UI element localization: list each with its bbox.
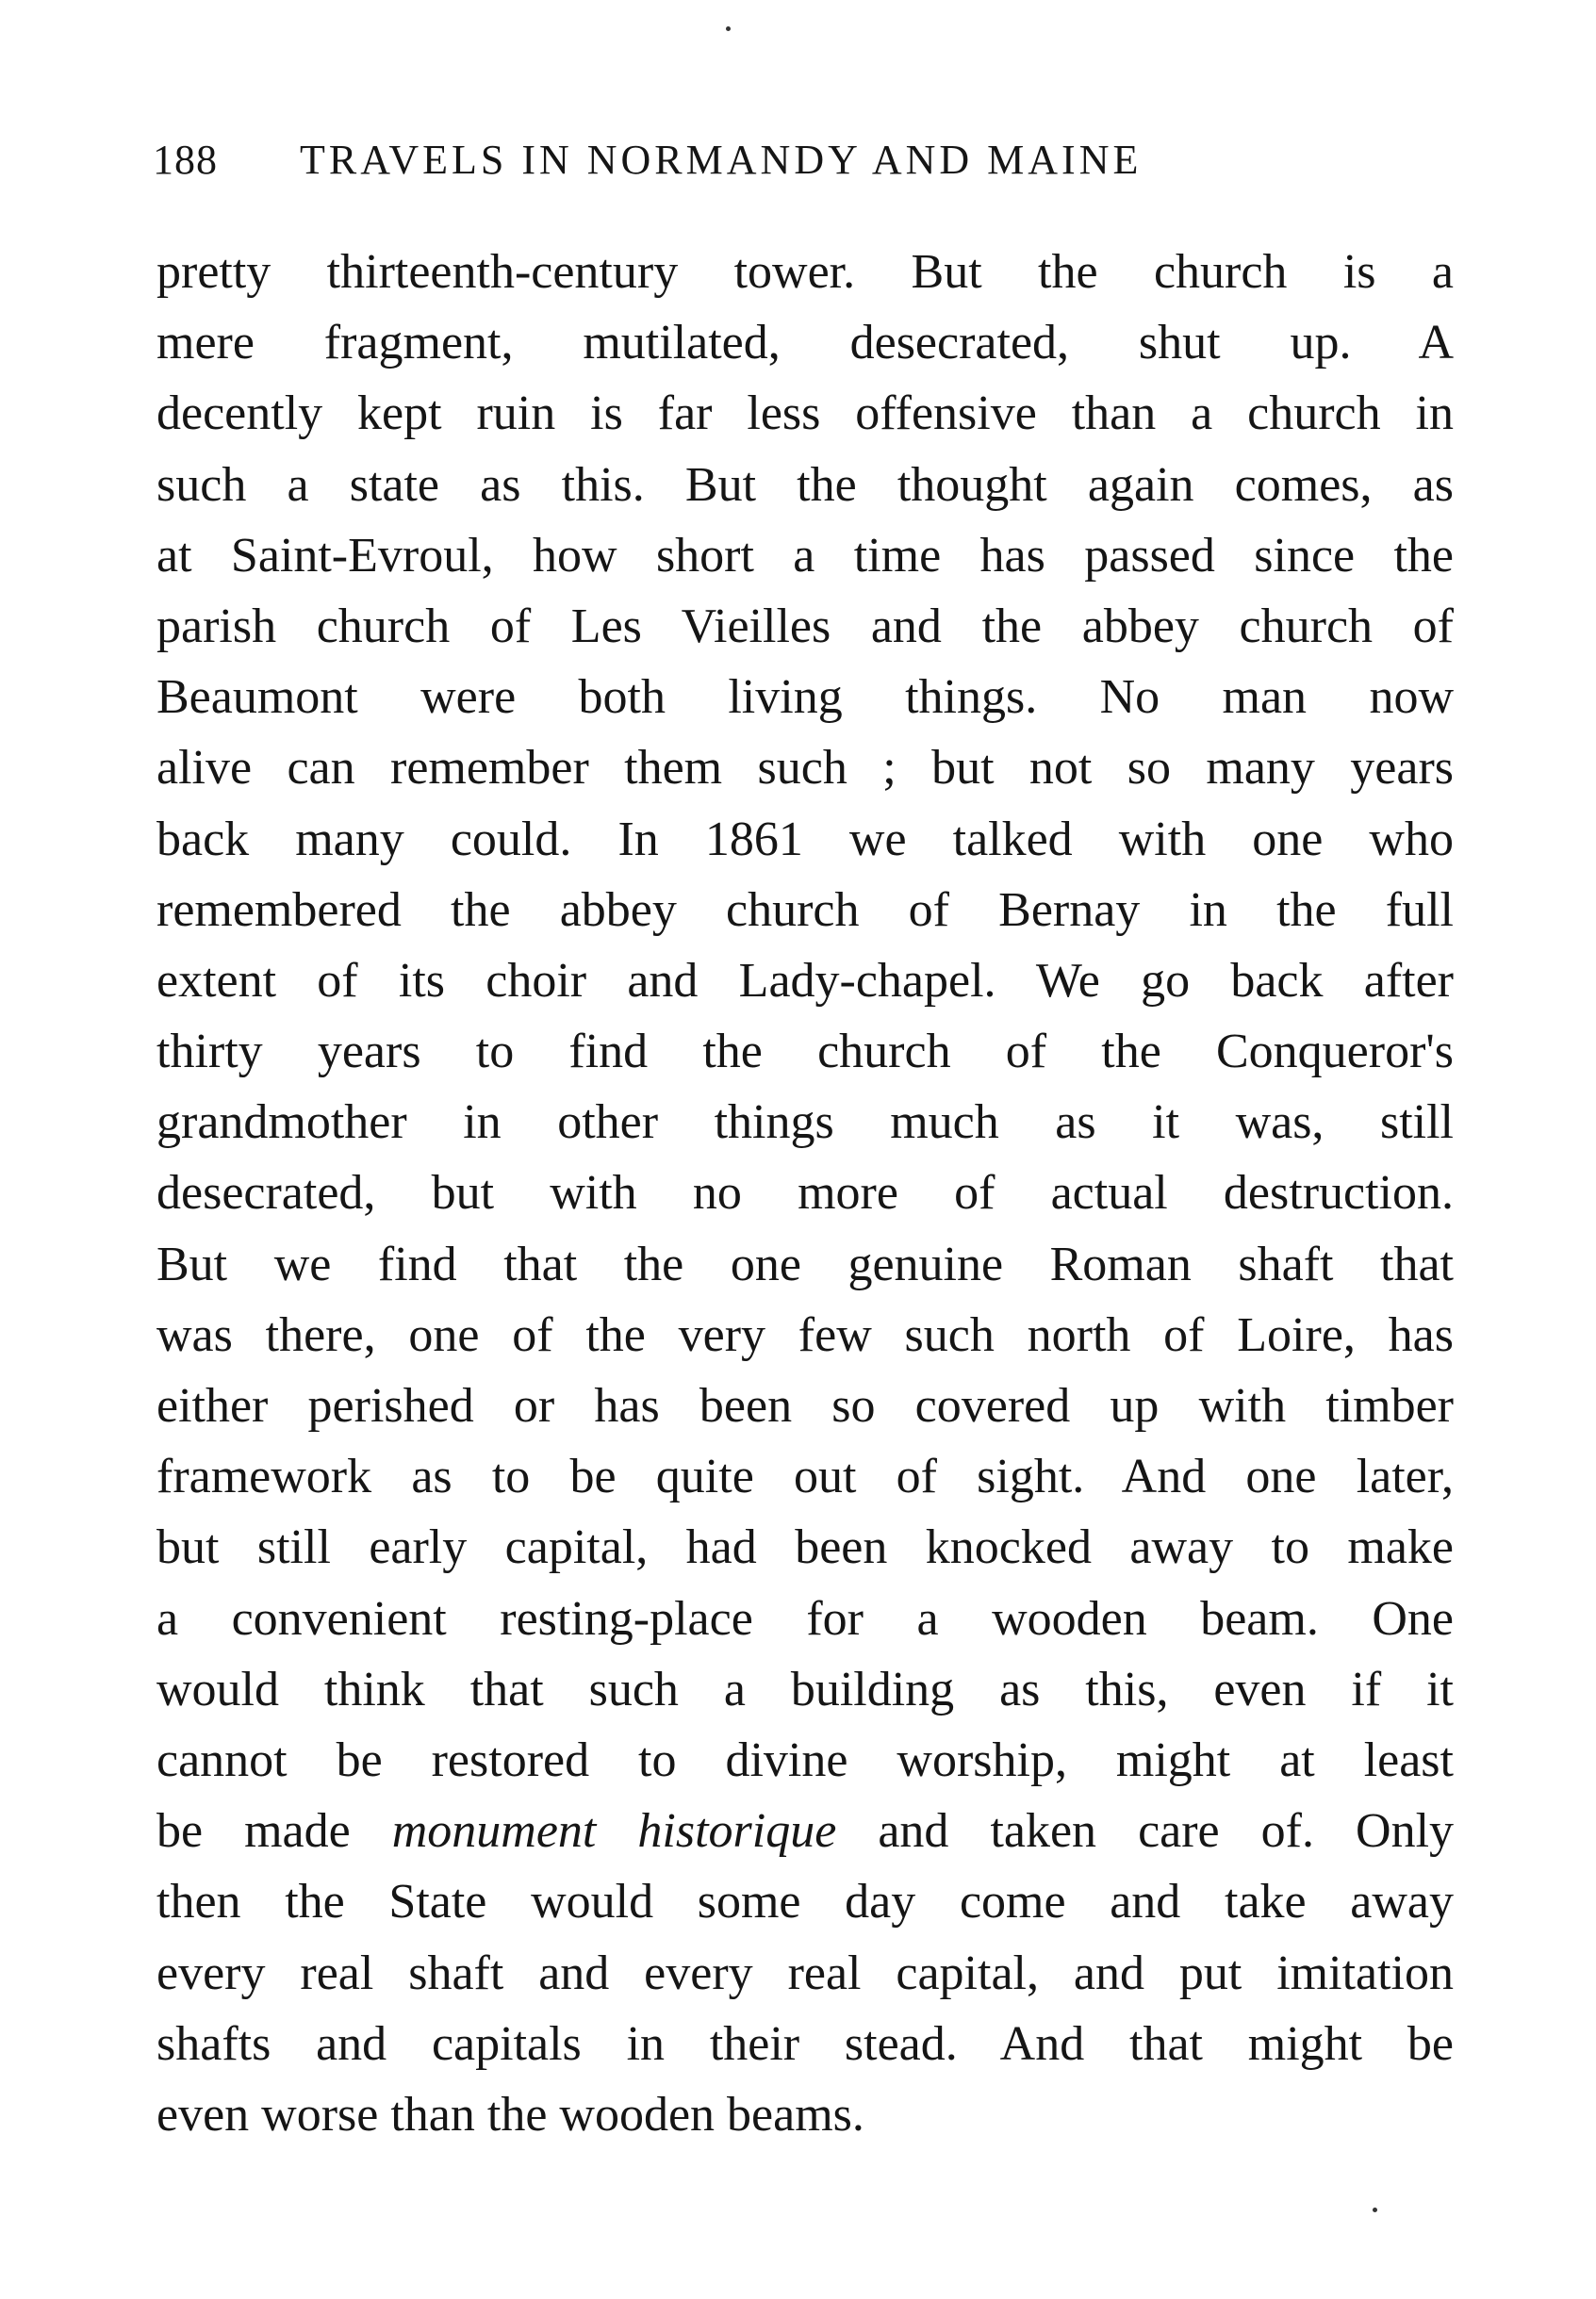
text-line: decently kept ruin is far less offensive than a church in: [156, 386, 1454, 441]
italic-phrase: monument historique: [391, 1804, 837, 1859]
text-line: grandmother in other things much as it was, still: [156, 1095, 1454, 1150]
text-line: extent of its choir and Lady-chapel. We go back after: [156, 953, 1454, 1008]
text-line: such a state as this. But the thought again comes, as: [156, 457, 1454, 512]
text-line: pretty thirteenth-century tower. But the church is a: [156, 245, 1454, 299]
text-line: remembered the abbey church of Bernay in the full: [156, 882, 1454, 937]
text-line: be made monument historique and taken care of. Only: [156, 1804, 1455, 1859]
ink-speck: [726, 26, 731, 31]
text-line: was there, one of the very few such north of Loire, has: [156, 1307, 1454, 1362]
text-line: at Saint-Evroul, how short a time has passed since the: [156, 528, 1454, 583]
text-line: thirty years to find the church of the Conqueror's: [156, 1025, 1454, 1079]
ink-speck: [1373, 2208, 1377, 2212]
text-line: would think that such a building as this, even if it: [156, 1662, 1454, 1716]
text-line: back many could. In 1861 we talked with one who: [156, 812, 1454, 866]
text-line: cannot be restored to divine worship, might at least: [156, 1732, 1454, 1787]
text-line: shafts and capitals in their stead. And that might be: [156, 2016, 1454, 2071]
text-line: Beaumont were both living things. No man now: [156, 670, 1454, 725]
running-head: [153, 132, 1454, 189]
text-line: a convenient resting-place for a wooden beam. One: [156, 1591, 1454, 1646]
text-line: parish church of Les Vieilles and the abbey church of: [156, 599, 1454, 653]
page-number: 188: [153, 137, 218, 183]
text-line: desecrated, but with no more of actual destruction.: [156, 1166, 1454, 1221]
text-line: but still early capital, had been knocked away to make: [156, 1520, 1454, 1575]
text-line: mere fragment, mutilated, desecrated, shut up. A: [156, 316, 1454, 370]
text-line: But we find that the one genuine Roman shaft that: [156, 1237, 1454, 1291]
text-line: framework as to be quite out of sight. And one later,: [156, 1450, 1454, 1504]
text-line: alive can remember them such ; but not so many years: [156, 741, 1454, 796]
text-line: every real shaft and every real capital, and put imitation: [156, 1946, 1454, 2000]
text-line: either perished or has been so covered up with timber: [156, 1379, 1454, 1433]
running-title: TRAVELS IN NORMANDY AND MAINE: [300, 137, 1143, 183]
body-text: [156, 237, 1454, 2150]
text-line: even worse than the wooden beams.: [156, 2087, 864, 2142]
text-line: then the State would some day come and take away: [156, 1875, 1454, 1930]
